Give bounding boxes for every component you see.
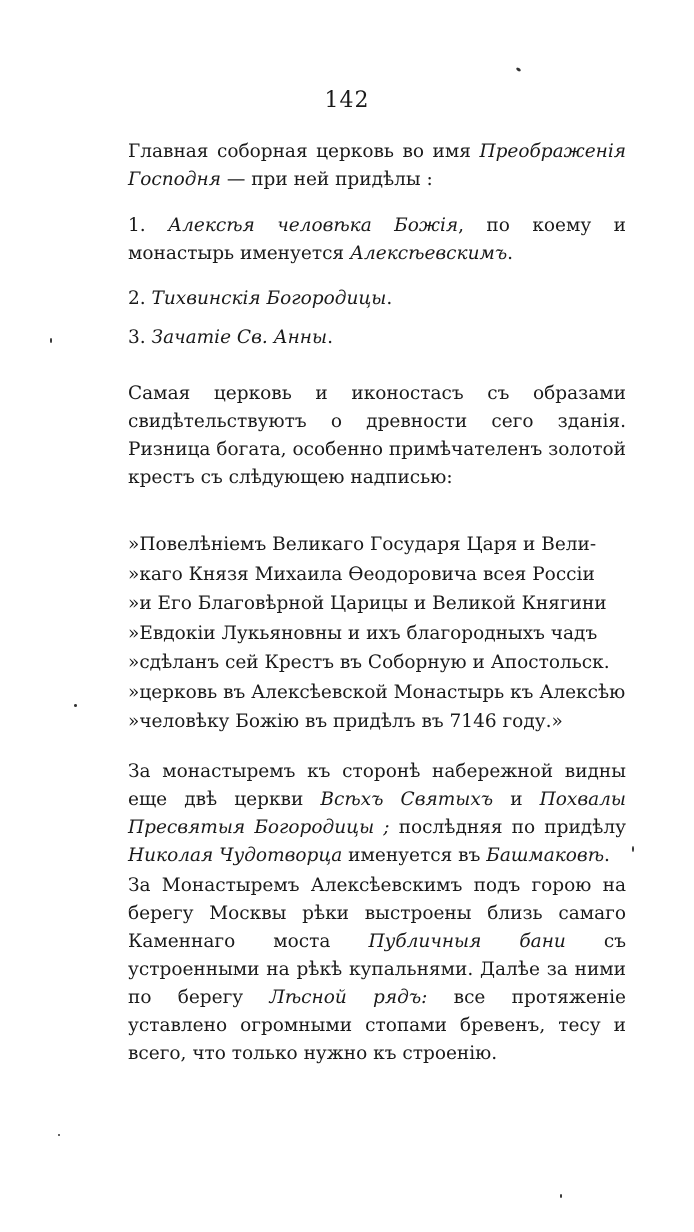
para1-text-1: Главная соборная церковь во имя [128, 141, 480, 162]
quote-line: »каго Князя Михаила Ѳеодоровича всея Россіи [128, 563, 595, 585]
scan-speck [560, 1194, 562, 1198]
list-item-3-end: . [327, 327, 333, 348]
scan-speck [632, 846, 634, 852]
list-item-1-number: 1. [128, 215, 169, 236]
para2-text: Самая церковь и иконостасъ съ образами свидѣтельствуютъ о древности сего зданія. Ризница богата, особенно примѣчателенъ золотой крестъ съ слѣдующею надписью: [128, 383, 626, 488]
paragraph-churches [128, 758, 626, 870]
list-item-2-italic: Тихвинскія Богородицы [151, 288, 387, 309]
list-item-1 [128, 212, 626, 268]
paragraph-sacristy [128, 380, 626, 492]
quote-line: »Евдокіи Лукьяновны и ихъ благородныхъ чадъ [128, 622, 598, 644]
quote-line: »человѣку Божію въ придѣлъ въ 7146 году.» [128, 711, 563, 732]
list-item-2 [128, 285, 626, 313]
quote-line: »сдѣланъ сей Крестъ въ Соборную и Апостольск. [128, 652, 610, 673]
list-item-1-italic: Алексѣя человѣка Божія [168, 215, 459, 236]
quote-line: »и Его Благовѣрной Царицы и Великой Княгини [128, 593, 607, 614]
para4-text-2: съ устроенными на рѣкѣ купальнями. Далѣе за ними по берегу [128, 931, 626, 1008]
para1-text-2: — при ней придѣлы : [220, 169, 433, 190]
para3-italic-3: Николая Чудотворца [128, 845, 343, 866]
list-item-1-end: . [507, 243, 514, 264]
inscription-quote [128, 530, 626, 737]
list-item-1-italic-2: Алексѣевскимъ [349, 243, 508, 264]
paragraph-baths [128, 872, 626, 1068]
scan-speck [50, 338, 52, 343]
quote-line: »Повелѣніемъ Великаго Государя Царя и Вели- [128, 534, 597, 555]
para3-text-4: именуется въ [342, 845, 487, 866]
para1-italic-1: Преображенія Господня [128, 141, 626, 190]
para4-text-3: все протяженіе уставлено огромными стопами бревенъ, тесу и всего, что только нужно къ строенію. [128, 987, 626, 1064]
para3-italic-4: Башмаковѣ [486, 845, 605, 866]
para3-text-3: послѣдняя по придѣлу [389, 817, 626, 838]
para3-text-1: За монастыремъ къ сторонѣ набережной видны еще двѣ церкви [128, 761, 626, 810]
list-item-3-italic: Зачатіе Св. Анны [151, 327, 328, 348]
list-item-3-number: 3. [128, 327, 152, 348]
page-number: 142 [324, 88, 370, 113]
scan-speck [74, 704, 77, 707]
list-item-2-number: 2. [128, 288, 152, 309]
para4-italic-1: Публичныя бани [368, 931, 566, 952]
list-item-3 [128, 324, 626, 352]
list-item-2-end: . [386, 288, 393, 309]
para3-italic-1: Всѣхъ Святыхъ [320, 789, 494, 810]
para4-italic-2: Лѣсной рядъ: [269, 987, 428, 1008]
para3-text-2: и [493, 789, 540, 810]
para3-text-5: . [604, 845, 610, 866]
list-item-1-rest: , по коему и монастырь именуется [128, 215, 626, 264]
para4-text-1: За Монастыремъ Алексѣевскимъ подъ горою на берегу Москвы рѣки выстроены близь самаго Каменнаго моста [128, 875, 626, 952]
scan-speck [58, 1134, 60, 1136]
quote-line: »церковь въ Алексѣевской Монастырь къ Алексѣю [128, 681, 626, 703]
para3-italic-2: Похвалы Пресвятыя Богородицы ; [128, 789, 627, 838]
paragraph-main-church [128, 138, 626, 194]
scan-speck [516, 67, 522, 72]
